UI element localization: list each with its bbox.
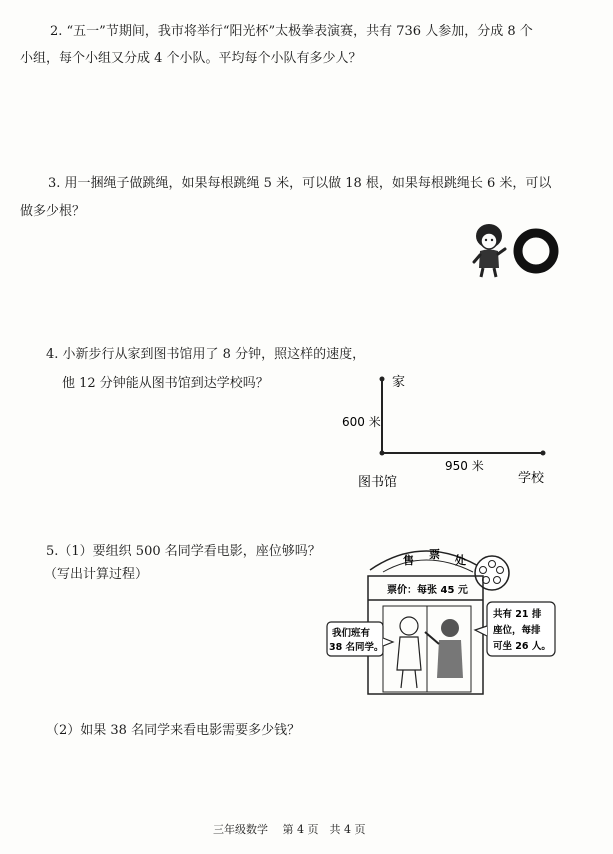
distance-home-library: 600 米 [342,415,381,429]
booth-sign-char-2: 票 [429,548,440,561]
ticket-price: 票价：每张 45 元 [387,585,468,596]
q4-line1: 4. 小新步行从家到图书馆用了 8 分钟，照这样的速度， [46,347,366,362]
bubble-right-line-1: 共有 21 排 [493,609,542,620]
q2-line2: 小组，每个小组又分成 4 个小队。平均每个小队有多少人？ [20,51,362,66]
school-point [541,451,546,456]
ticket-booth-illustration [325,540,570,695]
library-label: 图书馆 [358,475,398,490]
school-label: 学校 [518,471,545,486]
q5-part1: 5.（1）要组织 500 名同学看电影，座位够吗？ [46,544,321,559]
route-map [330,365,570,495]
bubble-right-line-3: 可坐 26 人。 [493,641,551,652]
page-footer: 三年级数学 第 4 页 共 4 页 [213,823,366,836]
booth-sign-char-1: 售 [403,554,414,567]
booth-sign-char-3: 处 [455,554,466,567]
q5-part2: （2）如果 38 名同学来看电影需要多少钱？ [46,723,301,738]
q3-line2: 做多少根？ [20,204,86,219]
q4-line2: 他 12 分钟能从图书馆到达学校吗？ [62,376,269,391]
q3-line1: 3. 用一捆绳子做跳绳，如果每根跳绳 5 米，可以做 18 根，如果每根跳绳长 6 米，可以 [48,176,552,191]
q5-part1-note: （写出计算过程） [44,567,149,582]
child-with-rope-illustration [465,218,560,280]
bubble-right-line-2: 座位，每排 [493,625,541,636]
q2-line1: 2. “五一”节期间，我市将举行“阳光杯”太极拳表演赛，共有 736 人参加，分成 8 个 [50,24,533,39]
library-point [380,451,385,456]
home-point [380,377,385,382]
bubble-left-line-1: 我们班有 [332,628,371,639]
bubble-left-line-2: 38 名同学。 [329,642,384,653]
film-reel-icon [475,556,509,590]
distance-library-school: 950 米 [445,459,484,473]
home-label: 家 [392,375,406,390]
